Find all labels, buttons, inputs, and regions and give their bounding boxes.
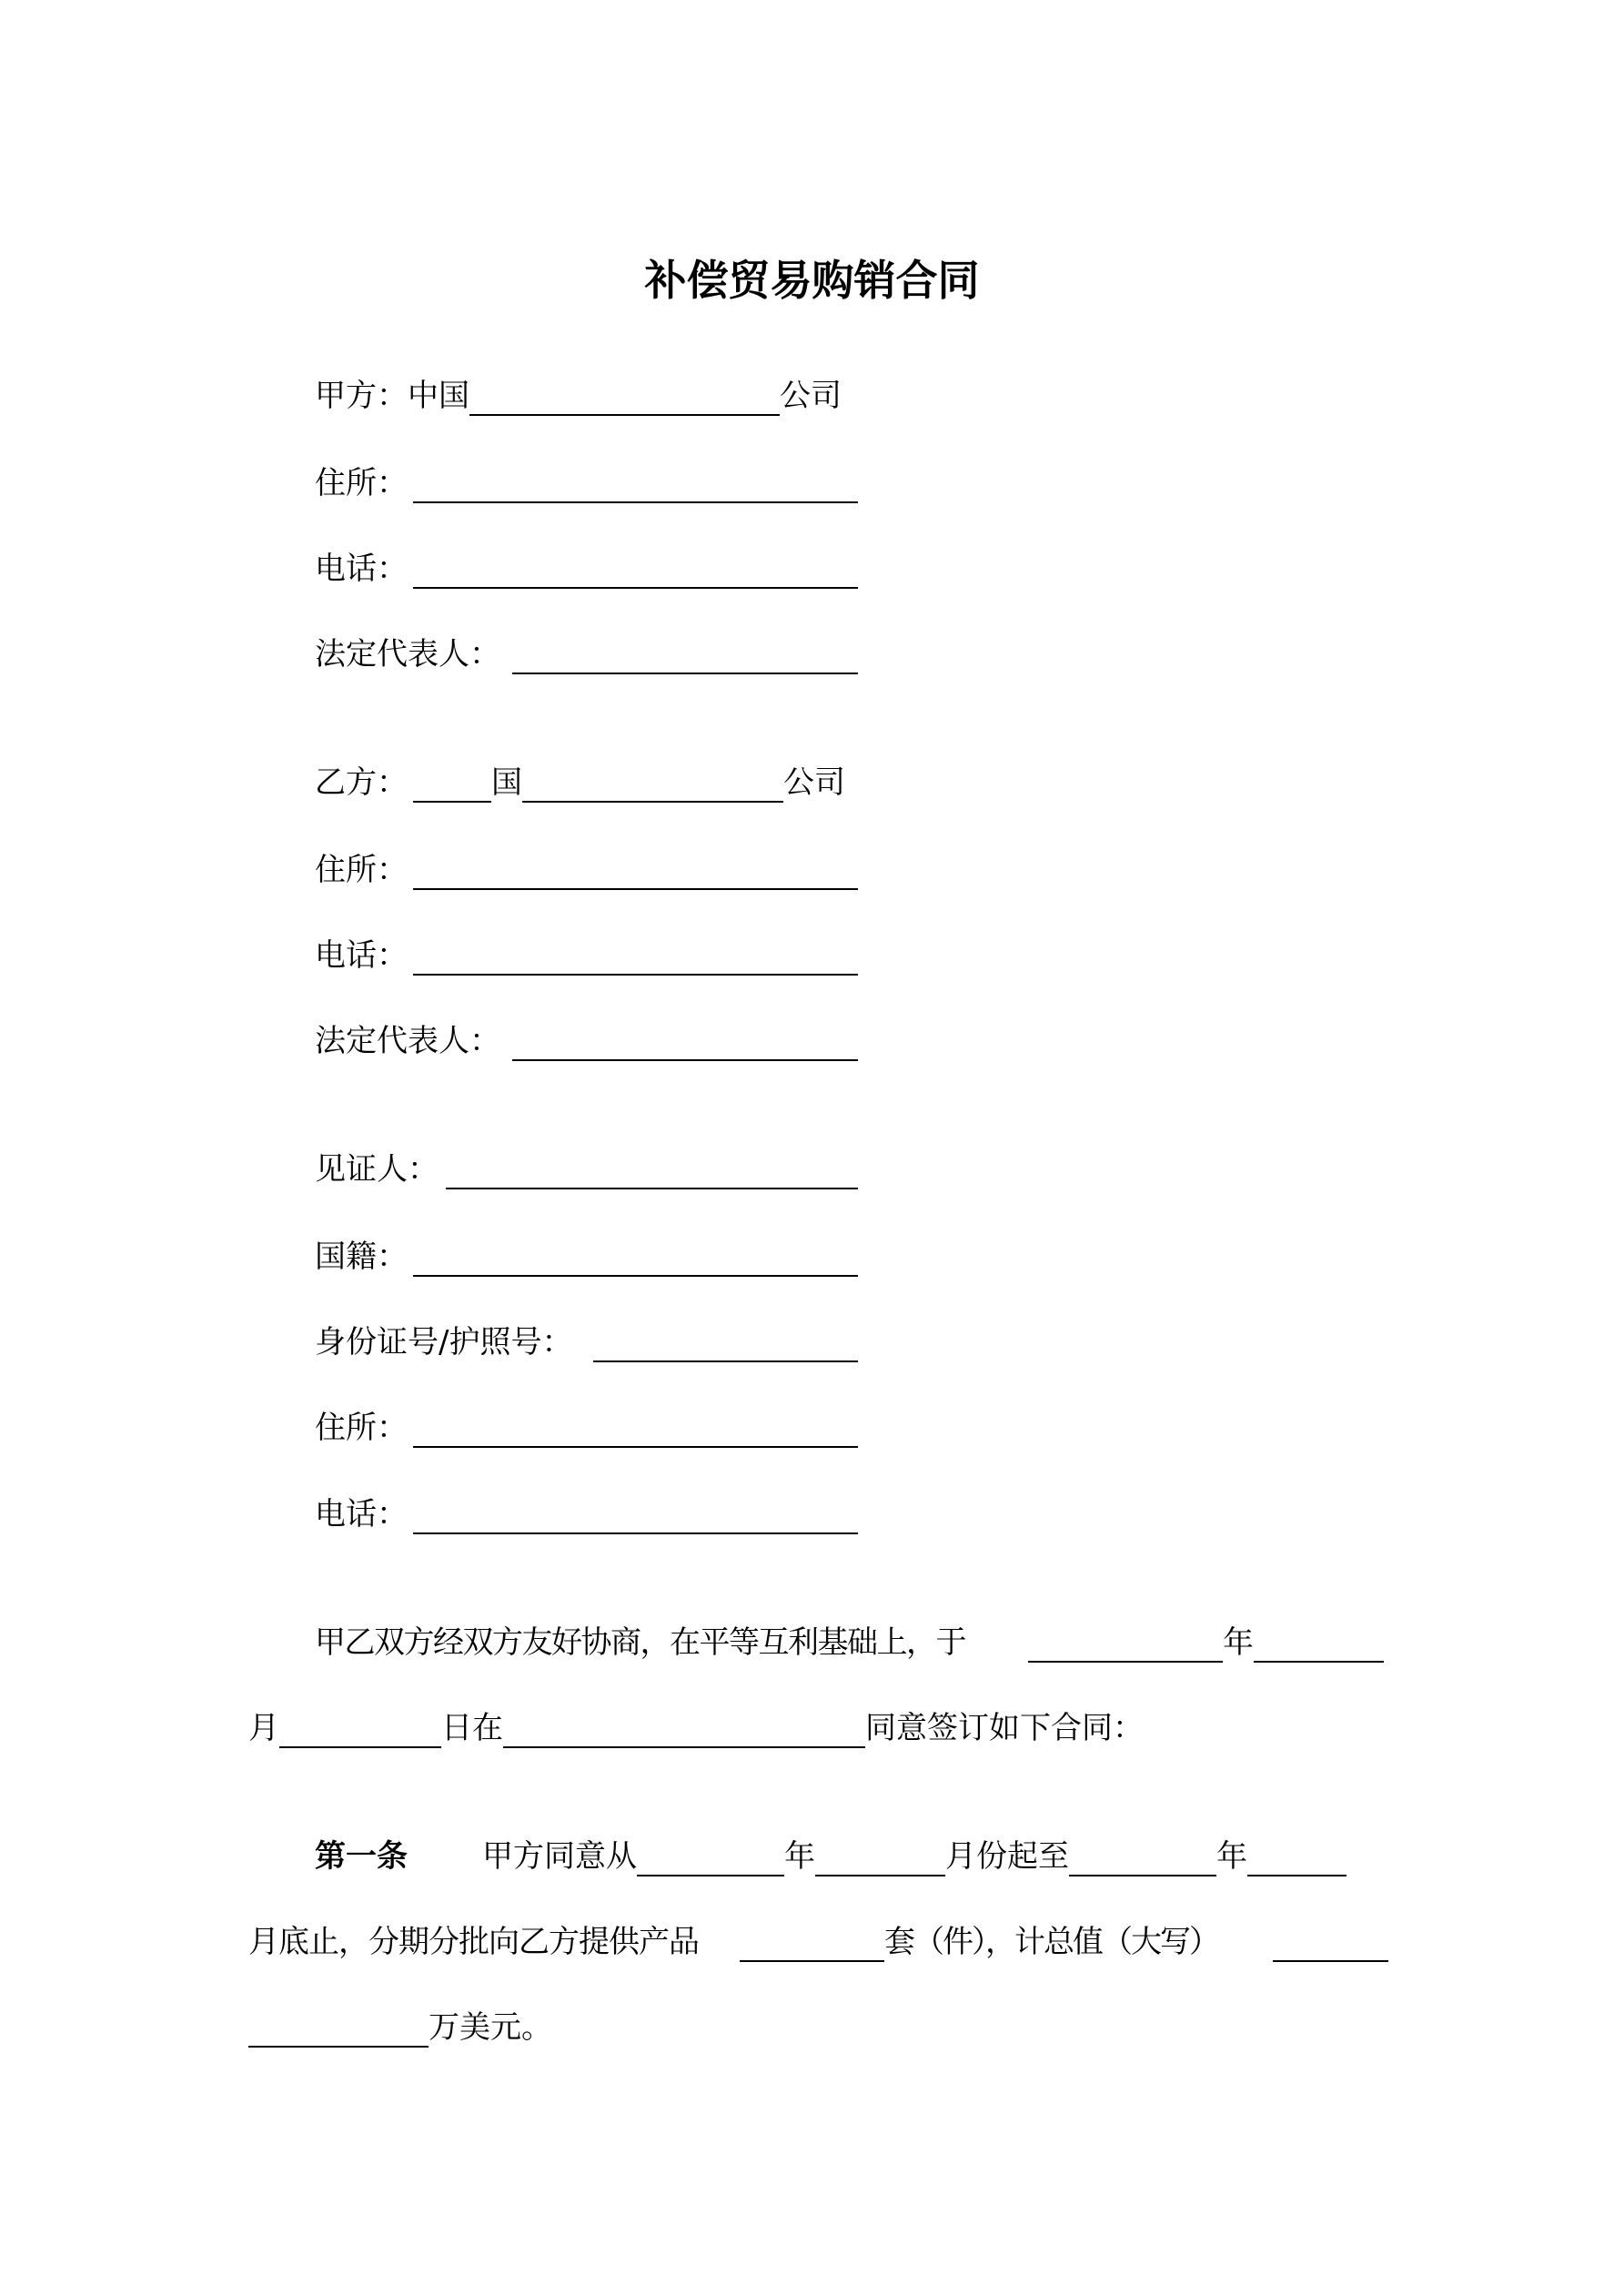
party-b-rep-blank[interactable] [512,1028,858,1061]
witness-address-row [315,1408,858,1448]
witness-label: 见证人： [315,1151,439,1188]
party-a-name-blank[interactable] [469,383,780,416]
preamble-line-1 [315,1623,1384,1663]
article-1-text: 套（件），计总值（大写） [884,1924,1218,1960]
year-label: 年 [1223,1624,1254,1661]
party-b-name-row [315,763,845,803]
party-a-phone-blank[interactable] [413,556,858,589]
witness-id-row [315,1322,858,1362]
end-month-blank[interactable] [1247,1844,1347,1876]
year-label: 年 [784,1838,815,1875]
witness-nationality-blank[interactable] [413,1244,858,1277]
quantity-blank[interactable] [740,1929,884,1962]
party-a-address-blank[interactable] [413,470,858,503]
preamble-text: 甲乙双方经双方友好协商，在平等互利基础上，于 [315,1624,965,1661]
article-1-text: 月底止，分期分批向乙方提供产品 [248,1924,699,1960]
article-1-heading: 第一条 [315,1838,408,1875]
year-label: 年 [1216,1838,1247,1875]
party-b-address-blank[interactable] [413,857,858,890]
party-a-phone-row [315,549,858,589]
preamble-text-end: 同意签订如下合同： [865,1710,1144,1746]
month-label: 月 [248,1710,279,1746]
party-b-country-blank[interactable] [413,770,491,803]
document-title: 补偿贸易购销合同 [644,256,980,305]
article-1-line-3 [248,2008,552,2048]
witness-nationality-label: 国籍： [315,1239,408,1275]
sign-month-blank[interactable] [1254,1630,1384,1663]
party-b-address-label: 住所： [315,852,408,888]
article-1-text: 万美元。 [429,2009,552,2046]
party-a-rep-row [315,634,858,674]
party-a-address-row [315,463,858,503]
party-b-phone-blank[interactable] [413,943,858,976]
witness-phone-label: 电话： [315,1496,408,1532]
party-a-address-label: 住所： [315,465,408,501]
party-b-name-blank[interactable] [522,770,783,803]
end-year-blank[interactable] [1069,1844,1216,1876]
sign-day-blank[interactable] [279,1715,441,1748]
total-value-blank[interactable] [1273,1929,1388,1962]
party-b-phone-row [315,936,858,976]
party-b-label: 乙方： [315,764,408,801]
witness-id-blank[interactable] [593,1330,858,1362]
party-a-name-row [315,376,842,416]
witness-phone-blank[interactable] [413,1502,858,1534]
start-month-blank[interactable] [815,1844,945,1876]
article-1-text: 甲方同意从 [482,1838,637,1875]
witness-address-blank[interactable] [413,1415,858,1448]
party-a-rep-label: 法定代表人： [315,636,500,673]
witness-blank[interactable] [446,1157,858,1189]
sign-place-blank[interactable] [503,1715,865,1748]
sign-year-blank[interactable] [1028,1630,1223,1663]
witness-id-label: 身份证号/护照号： [315,1324,573,1360]
party-b-address-row [315,850,858,890]
article-1-text: 月份起至 [945,1838,1069,1875]
day-at-label: 日在 [441,1710,503,1746]
witness-phone-row [315,1494,858,1534]
witness-row [315,1149,858,1189]
article-1-line-1 [315,1836,1347,1876]
party-b-rep-row [315,1021,858,1061]
start-year-blank[interactable] [637,1844,784,1876]
article-1-line-2 [248,1922,1388,1962]
party-b-country: 国 [491,764,522,801]
party-a-suffix: 公司 [780,378,842,414]
party-a-rep-blank[interactable] [512,642,858,674]
witness-address-label: 住所： [315,1410,408,1446]
total-value-blank-cont[interactable] [248,2015,429,2048]
party-b-suffix: 公司 [783,764,845,801]
preamble-line-2 [248,1708,1144,1748]
party-a-label: 甲方：中国 [315,378,469,414]
witness-nationality-row [315,1237,858,1277]
party-a-phone-label: 电话： [315,551,408,587]
party-b-rep-label: 法定代表人： [315,1023,500,1059]
party-b-phone-label: 电话： [315,937,408,974]
